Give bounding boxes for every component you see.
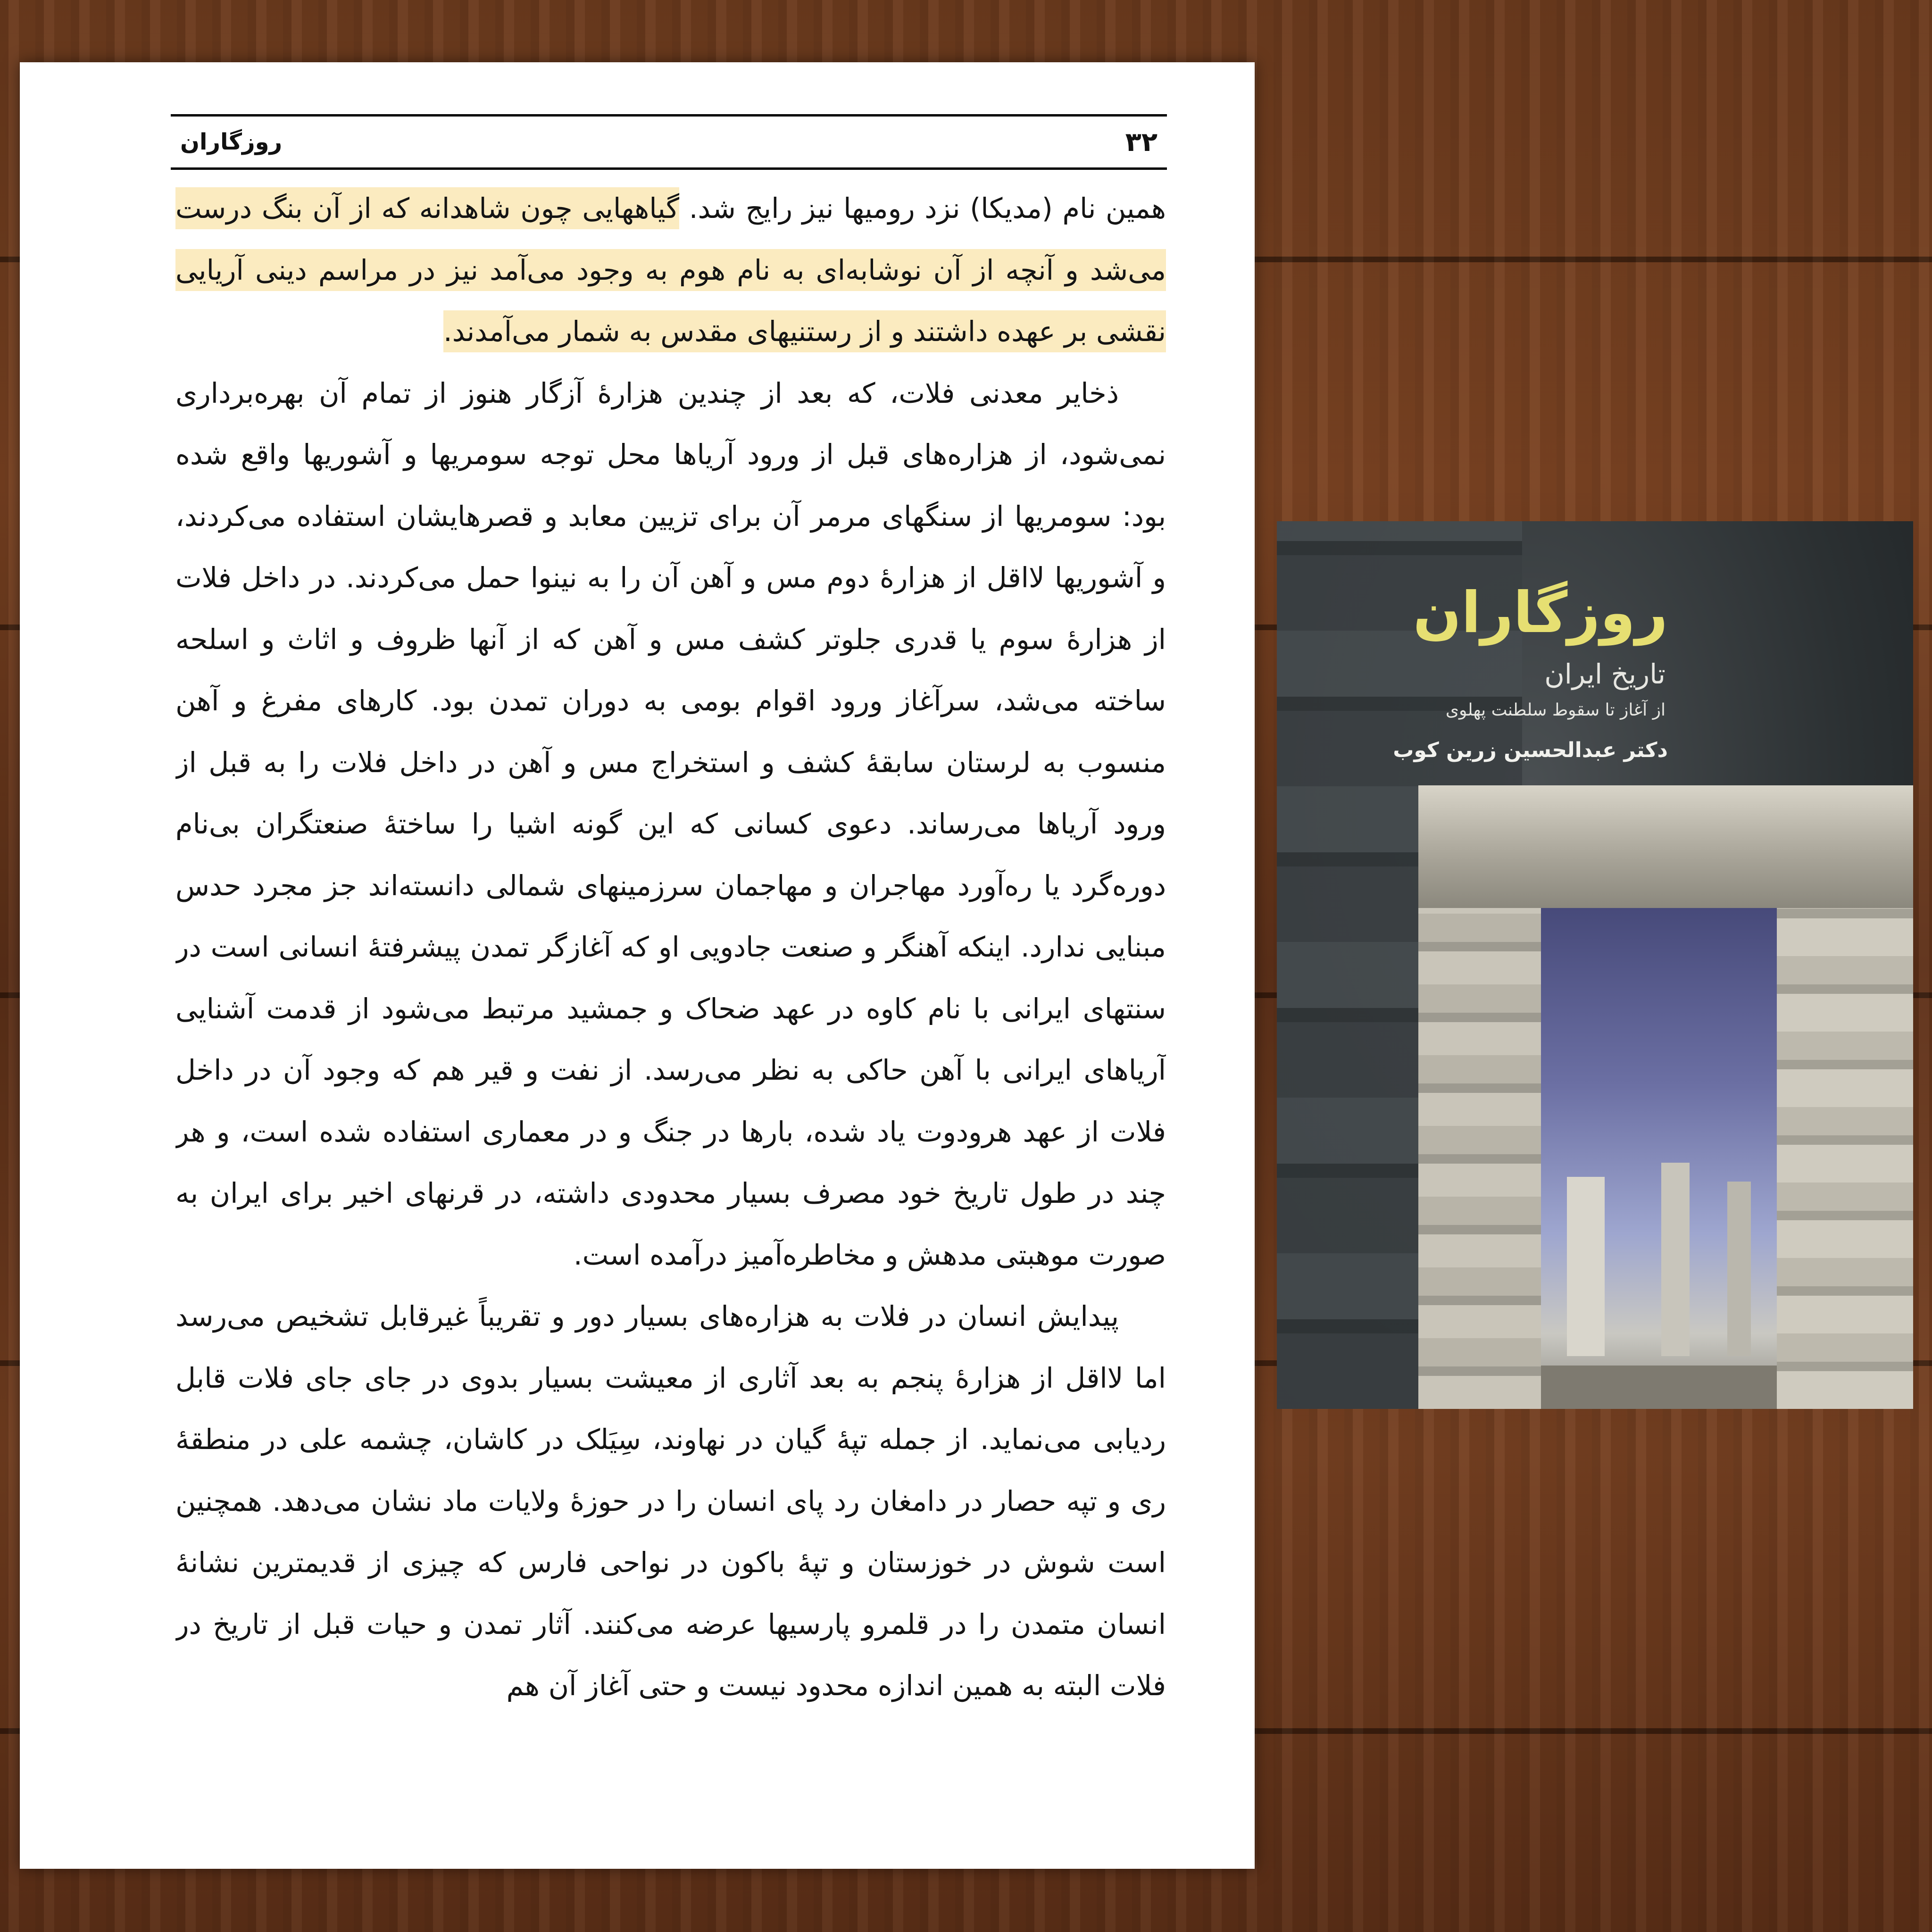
text-segment: همین نام (مدیکا) نزد رومیها نیز رایج شد.	[679, 192, 1166, 225]
cover-column	[1661, 1163, 1690, 1356]
cover-subtitle: تاریخ ایران	[1544, 658, 1666, 690]
cover-gate-lintel	[1418, 785, 1913, 908]
cover-subtitle-secondary: از آغاز تا سقوط سلطنت پهلوی	[1445, 700, 1666, 720]
text-segment: ذخایر معدنی فلات، که بعد از چندین هزارهٔ آزگار هنوز از تمام آن بهره‌برداری نمی‌شود، از هزاره‌های قبل از ورود آریاها محل توجه سومریها و آشوریها واقع شده بود: سومریها از سنگهای مرمر آن برای تزیین معابد و قصرهایشان استفاده می‌کردند، و آشوریها لااقل از هزارهٔ دوم مس و آهن آن را به نینوا حمل می‌کردند. در داخل فلات از هزارهٔ سوم یا قدری جلوتر کشف مس و آهن که از آنها ظروف و اثاث و اسلحه ساخته می‌شد، سرآغاز ورود اقوام بومی به دوران تمدن بود. کارهای مفرغ و آهن منسوب به لرستان سابقهٔ کشف و استخراج مس و آهن در داخل فلات را به قبل از ورود آریاها می‌رساند. دعوی کسانی که این گونه اشیا را ساختهٔ صنعتگران بی‌نام دوره‌گرد یا ره‌آورد مهاجران و مهاجمان سرزمینهای شمالی دانسته‌اند جز مجرد حدس مبنایی ندارد. اینکه آهنگر و صنعت جادویی او که آغازگر تمدن پیشرفتهٔ انسانی است در سنتهای ایرانی با نام کاوه در عهد ضحاک و جمشید مرتبط می‌شود از قدمت آشنایی آریاهای ایرانی با آهن حاکی به نظر می‌رسد. از نفت و قیر هم که وجود آن در داخل فلات از عهد هرودوت یاد شده، بارها در جنگ و در معماری استفاده شده است، و هر چند در طول تاریخ خود مصرف بسیار محدودی داشته، در قرنهای اخیر برای ایران به صورت موهبتی مدهش و مخاطره‌آمیز درآمده است.	[175, 376, 1166, 1271]
running-title: روزگاران	[180, 129, 283, 155]
text-segment: پیدایش انسان در فلات به هزاره‌های بسیار دور و تقریباً غیرقابل تشخیص می‌رسد اما لااقل از هزارهٔ پنجم به بعد آثاری از معیشت بسیار بدوی در جای جای فلات قابل ردیابی می‌نماید. از جمله تپهٔ گیان در نهاوند، سِیَلک در کاشان، چشمه علی در منطقهٔ ری و تپه حصار در دامغان رد پای انسان را در حوزهٔ ولایات ماد نشان می‌دهد. همچنین است شوش در خوزستان و تپهٔ باکون در نواحی فارس که چیزی از قدیمترین نشانهٔ انسان متمدن را در قلمرو پارسیها عرضه می‌کنند. آثار تمدن و حیات قبل از تاریخ در فلات البته به همین اندازه محدود نیست و حتی آغاز آن هم	[175, 1300, 1166, 1702]
cover-column	[1567, 1177, 1605, 1356]
paragraph	[175, 1286, 1166, 1717]
book-cover	[1277, 521, 1913, 1409]
cover-gate-pillar-right	[1777, 908, 1913, 1409]
paragraph	[175, 363, 1166, 1286]
page-header	[171, 114, 1167, 170]
cover-ground	[1541, 1366, 1777, 1409]
page-number: ۳۲	[1125, 127, 1158, 158]
paragraph	[175, 178, 1166, 363]
highlighted-text: گیاههایی چون شاهدانه که از آن بنگ درست می‌شد و آنچه از آن نوشابه‌ای به نام هوم به وجود می‌آمد نیز در مراسم دینی آریایی نقشی بر عهده داشتند و از رستنیهای مقدس به شمار می‌آمدند.	[175, 192, 1166, 348]
book-page	[20, 62, 1255, 1869]
cover-title: روزگاران	[1413, 580, 1668, 646]
cover-author: دکتر عبدالحسین زرین کوب	[1393, 738, 1668, 762]
cover-column	[1727, 1182, 1751, 1356]
body-text	[175, 178, 1166, 1857]
cover-gate-pillar-left	[1418, 908, 1541, 1409]
